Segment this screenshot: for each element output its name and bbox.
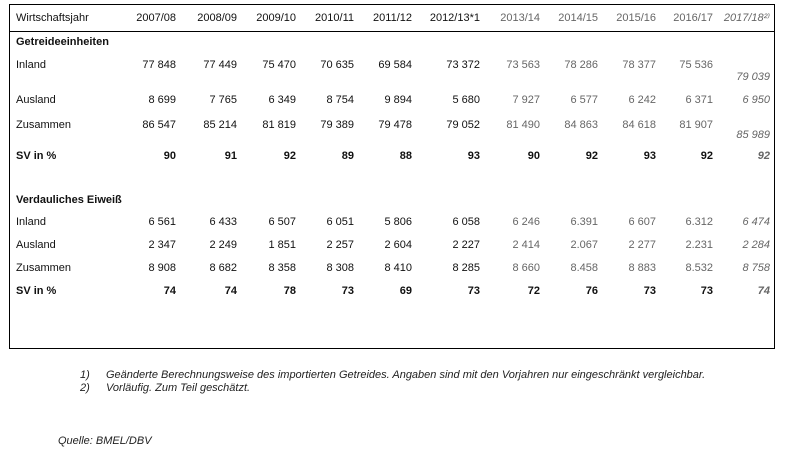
table-cell: 90 — [163, 150, 176, 162]
footnote-number: 2) — [80, 382, 90, 394]
table-cell: 8 285 — [452, 262, 480, 274]
row-label: SV in % — [16, 150, 57, 162]
table-cell: 6 058 — [452, 216, 480, 228]
table-cell: 6 242 — [628, 94, 656, 106]
table-cell: 2 257 — [326, 239, 354, 251]
table-cell: 2 277 — [628, 239, 656, 251]
table-cell: 8 358 — [268, 262, 296, 274]
footnote-1 — [80, 369, 730, 382]
table-cell: 2 414 — [512, 239, 540, 251]
table-cell: 92 — [757, 150, 770, 162]
data-table — [9, 4, 775, 349]
source-note: Quelle: BMEL/DBV — [58, 435, 152, 447]
table-cell: 8 699 — [148, 94, 176, 106]
year-header: 2016/17 — [673, 12, 713, 24]
table-cell: 84 618 — [622, 119, 656, 131]
row-label: Ausland — [16, 239, 56, 251]
table-cell: 2 284 — [742, 239, 770, 251]
table-cell: 72 — [527, 285, 540, 297]
table-cell: 92 — [585, 150, 598, 162]
header-divider — [10, 31, 774, 32]
year-header: 2017/18²⁾ — [723, 12, 770, 24]
table-cell: 6 561 — [148, 216, 176, 228]
footnote-number: 1) — [80, 369, 90, 381]
table-cell: 79 389 — [320, 119, 354, 131]
table-cell: 1 851 — [268, 239, 296, 251]
table-cell: 74 — [757, 285, 770, 297]
table-cell: 8.532 — [685, 262, 713, 274]
table-cell: 74 — [163, 285, 176, 297]
table-cell: 2 249 — [209, 239, 237, 251]
table-cell: 79 039 — [736, 71, 770, 83]
table-cell: 78 286 — [564, 59, 598, 71]
table-cell: 78 — [283, 285, 296, 297]
table-cell: 2 604 — [384, 239, 412, 251]
row-label: Inland — [16, 216, 46, 228]
table-cell: 75 470 — [262, 59, 296, 71]
year-header: 2007/08 — [136, 12, 176, 24]
year-header: 2011/12 — [373, 12, 412, 24]
table-cell: 8 754 — [326, 94, 354, 106]
table-cell: 75 536 — [679, 59, 713, 71]
footnote-text: Geänderte Berechnungsweise des importierten Getreides. Angaben sind mit den Vorjahren nur eingeschränkt vergleichbar. — [106, 369, 706, 381]
table-cell: 73 — [700, 285, 713, 297]
table-cell: 73 — [643, 285, 656, 297]
table-cell: 81 819 — [262, 119, 296, 131]
year-header: 2012/13*1 — [429, 12, 480, 24]
table-cell: 73 563 — [506, 59, 540, 71]
table-cell: 8 682 — [209, 262, 237, 274]
table-cell: 2 347 — [148, 239, 176, 251]
table-cell: 8 908 — [148, 262, 176, 274]
table-cell: 8 410 — [384, 262, 412, 274]
table-cell: 93 — [467, 150, 480, 162]
table-cell: 6 607 — [628, 216, 656, 228]
table-cell: 89 — [341, 150, 354, 162]
year-header: 2013/14 — [500, 12, 540, 24]
table-cell: 8 308 — [326, 262, 354, 274]
table-cell: 85 214 — [203, 119, 237, 131]
year-header: 2010/11 — [315, 12, 354, 24]
table-cell: 7 927 — [512, 94, 540, 106]
table-cell: 73 372 — [446, 59, 480, 71]
table-cell: 79 478 — [378, 119, 412, 131]
table-cell: 6 507 — [268, 216, 296, 228]
year-header: 2014/15 — [558, 12, 598, 24]
table-cell: 86 547 — [142, 119, 176, 131]
table-cell: 2 227 — [452, 239, 480, 251]
table-cell: 91 — [224, 150, 237, 162]
row-label: Zusammen — [16, 119, 72, 131]
table-cell: 2.231 — [685, 239, 713, 251]
section-title-eiweiss: Verdauliches Eiweiß — [16, 194, 122, 206]
table-cell: 6.312 — [685, 216, 713, 228]
table-cell: 6 474 — [742, 216, 770, 228]
table-cell: 85 989 — [736, 129, 770, 141]
year-header: 2008/09 — [197, 12, 237, 24]
table-cell: 9 894 — [384, 94, 412, 106]
table-cell: 70 635 — [320, 59, 354, 71]
footnote-text: Vorläufig. Zum Teil geschätzt. — [106, 382, 251, 394]
table-cell: 77 848 — [142, 59, 176, 71]
table-cell: 6 371 — [685, 94, 713, 106]
footnotes — [80, 369, 730, 395]
table-cell: 73 — [341, 285, 354, 297]
table-cell: 6 349 — [268, 94, 296, 106]
table-cell: 69 — [399, 285, 412, 297]
row-label: SV in % — [16, 285, 57, 297]
header-label: Wirtschaftsjahr — [16, 12, 89, 24]
table-cell: 6.391 — [570, 216, 598, 228]
table-cell: 8 660 — [512, 262, 540, 274]
row-label: Zusammen — [16, 262, 72, 274]
table-cell: 77 449 — [203, 59, 237, 71]
table-cell: 6 246 — [512, 216, 540, 228]
footnote-2 — [80, 382, 730, 395]
table-cell: 6 577 — [570, 94, 598, 106]
table-cell: 6 051 — [326, 216, 354, 228]
table-cell: 69 584 — [378, 59, 412, 71]
table-cell: 74 — [224, 285, 237, 297]
table-cell: 8.458 — [570, 262, 598, 274]
table-cell: 6 950 — [742, 94, 770, 106]
table-cell: 84 863 — [564, 119, 598, 131]
table-cell: 81 490 — [506, 119, 540, 131]
table-cell: 92 — [283, 150, 296, 162]
year-header: 2015/16 — [616, 12, 656, 24]
table-cell: 6 433 — [209, 216, 237, 228]
table-cell: 7 765 — [209, 94, 237, 106]
table-cell: 76 — [585, 285, 598, 297]
table-cell: 88 — [399, 150, 412, 162]
section-title-getreideeinheiten: Getreideeinheiten — [16, 36, 109, 48]
table-cell: 90 — [527, 150, 540, 162]
row-label: Inland — [16, 59, 46, 71]
table-cell: 5 680 — [452, 94, 480, 106]
row-label: Ausland — [16, 94, 56, 106]
table-cell: 79 052 — [446, 119, 480, 131]
table-cell: 78 377 — [622, 59, 656, 71]
table-cell: 8 883 — [628, 262, 656, 274]
year-header: 2009/10 — [256, 12, 296, 24]
table-cell: 5 806 — [384, 216, 412, 228]
table-cell: 93 — [643, 150, 656, 162]
table-cell: 73 — [467, 285, 480, 297]
table-cell: 8 758 — [742, 262, 770, 274]
table-cell: 81 907 — [679, 119, 713, 131]
table-cell: 2.067 — [570, 239, 598, 251]
table-cell: 92 — [700, 150, 713, 162]
